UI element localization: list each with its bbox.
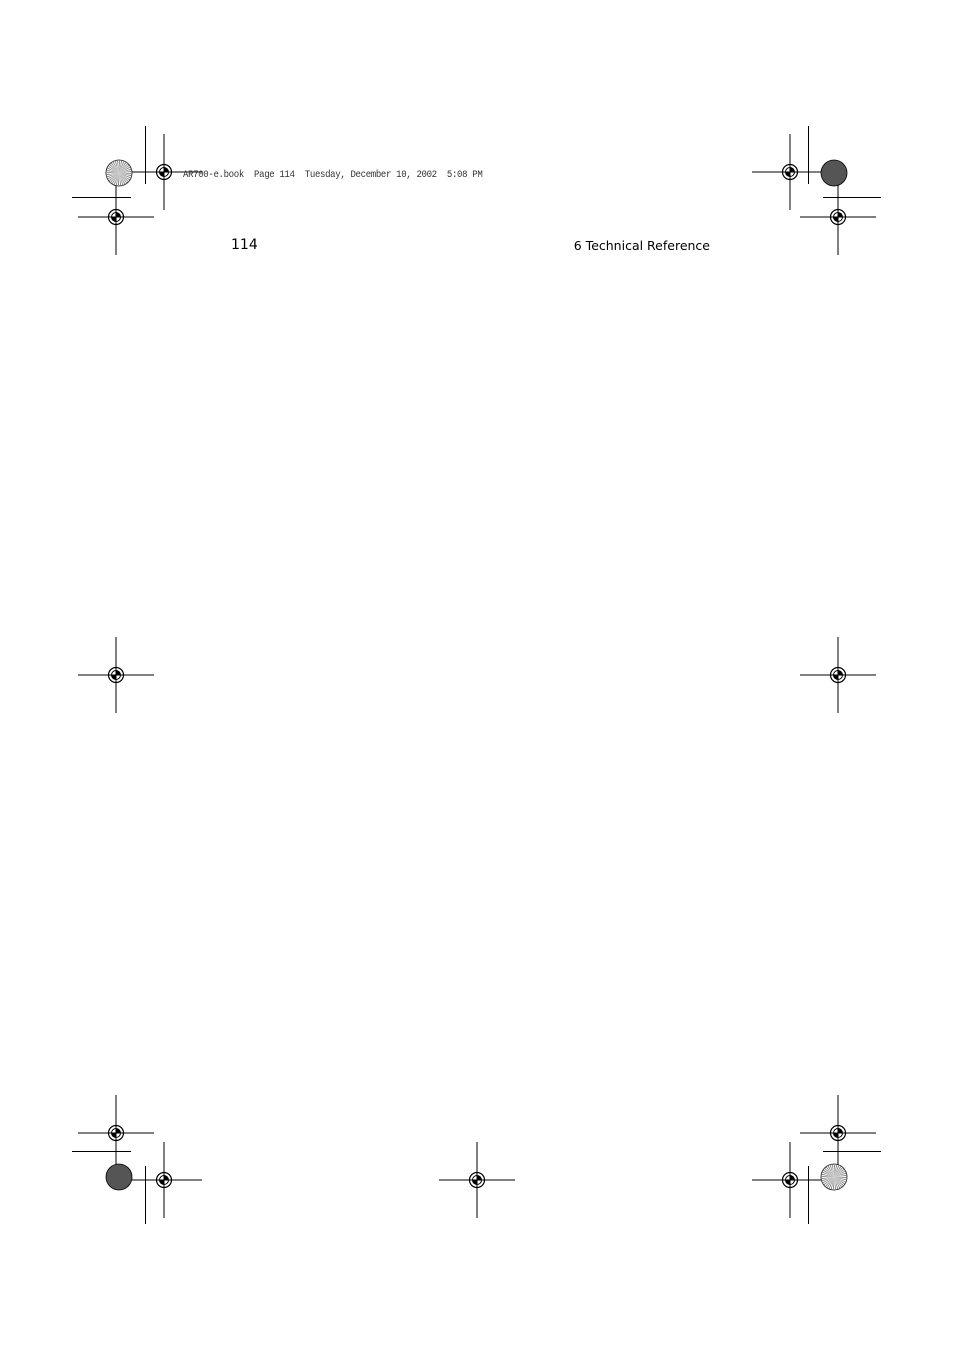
registration-mark xyxy=(800,1095,876,1171)
registration-marks xyxy=(78,134,876,1218)
halftone-disc-icon xyxy=(106,1164,132,1190)
star-target-icon xyxy=(821,1164,847,1190)
slug-line: AR700-e.book Page 114 Tuesday, December 10, 2002 5:08 PM xyxy=(183,169,483,181)
running-head: 6 Technical Reference xyxy=(573,238,710,253)
halftone-disc-icon xyxy=(821,160,847,186)
registration-mark xyxy=(752,1142,828,1218)
registration-mark xyxy=(752,134,828,210)
page-number: 114 xyxy=(231,237,258,253)
registration-mark xyxy=(78,179,154,255)
registration-mark xyxy=(439,1142,515,1218)
registration-mark xyxy=(78,637,154,713)
registration-mark xyxy=(78,1095,154,1171)
registration-mark xyxy=(800,637,876,713)
star-target-icon xyxy=(106,160,132,186)
crop-marks xyxy=(72,126,881,1224)
registration-mark xyxy=(126,1142,202,1218)
registration-mark xyxy=(800,179,876,255)
print-targets xyxy=(106,160,847,1190)
